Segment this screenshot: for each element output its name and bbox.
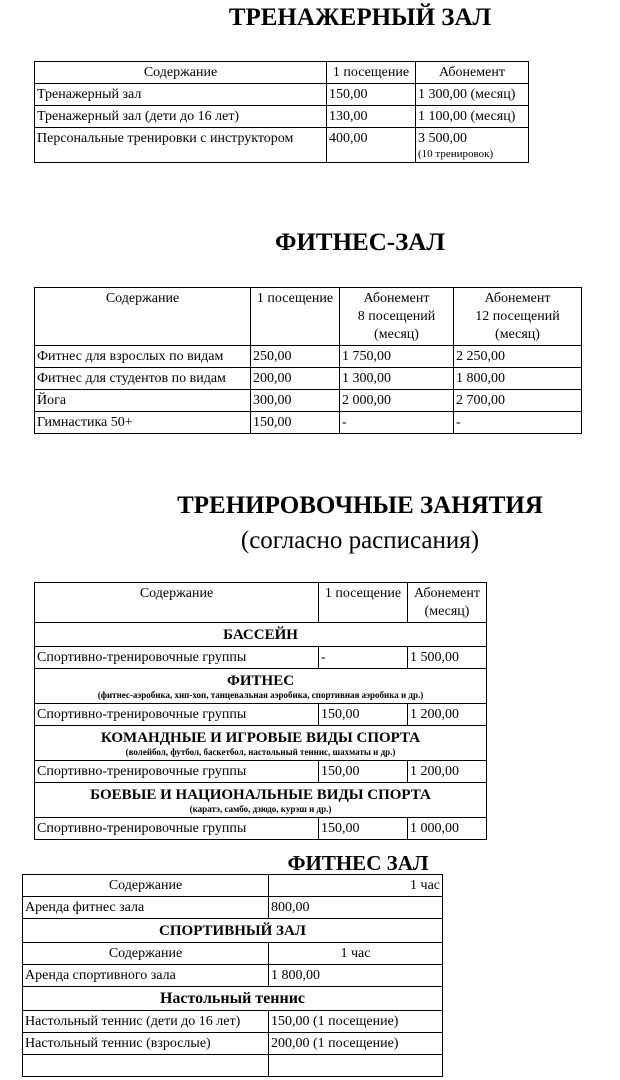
row-subscription-price: 1 000,00 bbox=[408, 818, 487, 840]
training-subtitle: (согласно расписания) bbox=[240, 527, 480, 554]
table-row bbox=[35, 761, 487, 783]
row-single-price: 150,00 bbox=[319, 761, 408, 783]
section-note: (волейбол, футбол, баскетбол, настольный теннис, шахматы и др.) bbox=[125, 747, 396, 757]
row-subscription-price: 1 200,00 bbox=[408, 704, 487, 726]
header-single-visit: 1 посещение bbox=[327, 62, 416, 84]
section-header-row bbox=[35, 726, 487, 761]
gym-title: ТРЕНАЖЕРНЫЙ ЗАЛ bbox=[228, 4, 492, 31]
rent-title: ФИТНЕС ЗАЛ bbox=[287, 851, 429, 875]
row-name: Настольный теннис (взрослые) bbox=[23, 1033, 269, 1055]
header-subscription: Абонемент bbox=[416, 62, 529, 84]
row-name: Тренажерный зал bbox=[35, 84, 327, 106]
header-subscription: Абонемент (месяц) bbox=[408, 583, 487, 623]
row-subscription-price: 1 500,00 bbox=[408, 647, 487, 669]
table-row bbox=[23, 1033, 443, 1055]
header-content: Содержание bbox=[23, 943, 269, 965]
row-single-price: 150,00 bbox=[319, 818, 408, 840]
row-name: Фитнес для взрослых по видам bbox=[35, 346, 251, 368]
section-note: (фитнес-аэробика, хип-хоп, танцевальная аэробика, спортивная аэробика и др.) bbox=[97, 690, 424, 700]
row-single-price: 150,00 bbox=[251, 412, 340, 434]
section-team-sports-heading: КОМАНДНЫЕ И ИГРОВЫЕ ВИДЫ СПОРТА (волейбол, футбол, баскетбол, настольный теннис, шахматы и др.) bbox=[35, 726, 487, 761]
table-header-row bbox=[23, 943, 443, 965]
row-price: 150,00 (1 посещение) bbox=[269, 1011, 443, 1033]
table-row bbox=[35, 128, 529, 163]
row-name: Спортивно-тренировочные группы bbox=[35, 818, 319, 840]
section-header-row bbox=[35, 783, 487, 818]
table-row bbox=[35, 368, 582, 390]
section-sport-hall-heading: СПОРТИВНЫЙ ЗАЛ bbox=[23, 919, 443, 943]
row-single-price: 130,00 bbox=[327, 106, 416, 128]
header-hour: 1 час bbox=[269, 943, 443, 965]
row-subscription-8-price: - bbox=[340, 412, 454, 434]
section-header-row bbox=[35, 623, 487, 647]
row-subscription-8-price: 2 000,00 bbox=[340, 390, 454, 412]
table-row bbox=[35, 704, 487, 726]
row-single-price: 400,00 bbox=[327, 128, 416, 163]
row-single-price: - bbox=[319, 647, 408, 669]
header-single-visit: 1 посещение bbox=[251, 288, 340, 346]
table-row bbox=[35, 346, 582, 368]
rent-price-table bbox=[22, 874, 443, 1077]
header-content: Содержание bbox=[23, 875, 269, 897]
table-row bbox=[23, 1011, 443, 1033]
training-price-table bbox=[34, 582, 487, 840]
table-row bbox=[35, 647, 487, 669]
row-subscription-cell bbox=[416, 128, 529, 163]
row-subscription-price: 1 300,00 (месяц) bbox=[416, 84, 529, 106]
header-content: Содержание bbox=[35, 288, 251, 346]
row-price: 200,00 (1 посещение) bbox=[269, 1033, 443, 1055]
row-subscription-price: 1 100,00 (месяц) bbox=[416, 106, 529, 128]
table-row bbox=[23, 965, 443, 987]
header-single-visit: 1 посещение bbox=[319, 583, 408, 623]
row-name: Спортивно-тренировочные группы bbox=[35, 647, 319, 669]
table-row bbox=[35, 412, 582, 434]
row-subscription-price: 3 500,00 bbox=[418, 131, 467, 146]
training-title: ТРЕНИРОВОЧНЫЕ ЗАНЯТИЯ bbox=[177, 492, 543, 519]
header-hour: 1 час bbox=[269, 875, 443, 897]
section-header-row bbox=[23, 919, 443, 943]
empty-cell bbox=[23, 1055, 269, 1077]
row-name: Спортивно-тренировочные группы bbox=[35, 761, 319, 783]
row-name: Спортивно-тренировочные группы bbox=[35, 704, 319, 726]
row-name: Тренажерный зал (дети до 16 лет) bbox=[35, 106, 327, 128]
row-subscription-12-price: 2 700,00 bbox=[454, 390, 582, 412]
section-table-tennis-heading: Настольный теннис bbox=[23, 987, 443, 1011]
row-single-price: 200,00 bbox=[251, 368, 340, 390]
row-name: Йога bbox=[35, 390, 251, 412]
table-row bbox=[35, 106, 529, 128]
table-header-row bbox=[35, 62, 529, 84]
row-single-price: 250,00 bbox=[251, 346, 340, 368]
row-subscription-8-price: 1 750,00 bbox=[340, 346, 454, 368]
header-subscription-12: Абонемент 12 посещений (месяц) bbox=[454, 288, 582, 346]
section-pool-heading: БАССЕЙН bbox=[35, 623, 487, 647]
table-row bbox=[35, 818, 487, 840]
table-row bbox=[23, 897, 443, 919]
table-header-row bbox=[35, 583, 487, 623]
fitness-title: ФИТНЕС-ЗАЛ bbox=[275, 229, 445, 256]
row-subscription-12-price: 2 250,00 bbox=[454, 346, 582, 368]
section-header-row bbox=[23, 987, 443, 1011]
table-row-empty bbox=[23, 1055, 443, 1077]
row-name: Гимнастика 50+ bbox=[35, 412, 251, 434]
section-martial-arts-heading: БОЕВЫЕ И НАЦИОНАЛЬНЫЕ ВИДЫ СПОРТА (каратэ, самбо, дзюдо, курэш и др.) bbox=[35, 783, 487, 818]
empty-cell bbox=[269, 1055, 443, 1077]
header-content: Содержание bbox=[35, 62, 327, 84]
section-header-row bbox=[35, 669, 487, 704]
row-name: Персональные тренировки с инструктором bbox=[35, 128, 327, 163]
section-note: (каратэ, самбо, дзюдо, курэш и др.) bbox=[189, 804, 332, 814]
row-subscription-12-price: - bbox=[454, 412, 582, 434]
row-price: 1 800,00 bbox=[269, 965, 443, 987]
fitness-price-table bbox=[34, 287, 582, 434]
table-header-row bbox=[23, 875, 443, 897]
section-fitness-heading: ФИТНЕС (фитнес-аэробика, хип-хоп, танцевальная аэробика, спортивная аэробика и др.) bbox=[35, 669, 487, 704]
row-single-price: 300,00 bbox=[251, 390, 340, 412]
header-subscription-8: Абонемент 8 посещений (месяц) bbox=[340, 288, 454, 346]
row-name: Фитнес для студентов по видам bbox=[35, 368, 251, 390]
header-content: Содержание bbox=[35, 583, 319, 623]
row-name: Аренда фитнес зала bbox=[23, 897, 269, 919]
row-subscription-note: (10 тренировок) bbox=[418, 148, 494, 160]
row-name: Настольный теннис (дети до 16 лет) bbox=[23, 1011, 269, 1033]
gym-price-table bbox=[34, 61, 529, 163]
row-single-price: 150,00 bbox=[319, 704, 408, 726]
table-row bbox=[35, 84, 529, 106]
row-subscription-12-price: 1 800,00 bbox=[454, 368, 582, 390]
row-subscription-price: 1 200,00 bbox=[408, 761, 487, 783]
table-header-row bbox=[35, 288, 582, 346]
row-name: Аренда спортивного зала bbox=[23, 965, 269, 987]
row-price: 800,00 bbox=[269, 897, 443, 919]
table-row bbox=[35, 390, 582, 412]
row-subscription-8-price: 1 300,00 bbox=[340, 368, 454, 390]
row-single-price: 150,00 bbox=[327, 84, 416, 106]
